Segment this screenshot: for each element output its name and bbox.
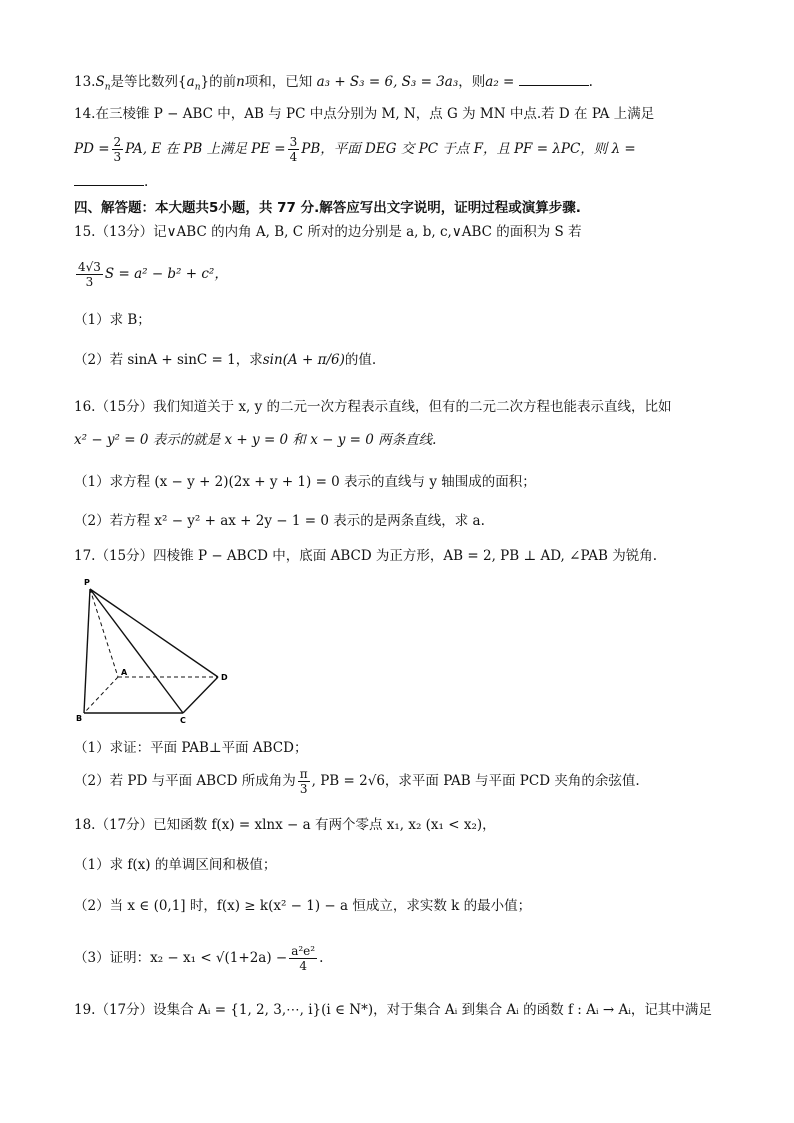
q17-p2-a: （2）若 PD 与平面 ABCD 所成角为 [74,773,296,789]
label-A: A [121,668,128,677]
q13-text-d: 项和，已知 [244,74,313,90]
q18-intro: 18.（17分）已知函数 f(x) = xlnx − a 有两个零点 x₁, x₂ (x₁ < x₂)， [74,817,496,833]
edge-CD [183,677,218,713]
q17-p2-b: , PB = 2√6，求平面 PAB 与平面 PCD 夹角的余弦值. [311,773,640,789]
q15-fraction: $\frac{4√3}{3}$ [78,259,101,289]
label-B: B [76,714,83,723]
pyramid-diagram [70,575,240,725]
q13-number: 13. [74,74,96,90]
q14-pe: PE = [251,141,286,157]
q17-part-1: （1）求证：平面 PAB⊥平面 ABCD； [74,740,308,756]
q16-intro: 16.（15分）我们知道关于 x, y 的二元一次方程表示直线，但有的二元二次方程也能表示直线，比如 [74,399,672,415]
q18-p3-a: （3）证明：x₂ − x₁ < √(1+2a) − [74,950,288,966]
edge-PB [84,589,90,713]
q15-p2-a: （2）若 sinA + sinC = 1，求 [74,352,263,368]
q19-intro: 19.（17分）设集合 Aᵢ = {1, 2, 3,⋯, i}(i ∈ N*)，对于集合 Aᵢ 到集合 Aᵢ 的函数 f : Aᵢ → Aᵢ，记其中满足 [74,1002,712,1018]
q14-answer-blank[interactable] [74,173,144,186]
label-D: D [221,673,228,682]
q13-end: . [588,74,593,90]
q14-line-2 [74,134,724,164]
q14-fraction-2: $\frac{3}{4}$ [289,134,298,164]
q14-line-1: 14.在三棱锥 P − ABC 中，AB 与 PC 中点分别为 M, N，点 G 为 MN 中点.若 D 在 PA 上满足 [74,106,655,122]
q17-fraction: $\frac{\pi}{3}$ [299,766,308,796]
edge-PD [90,589,218,677]
q16-part-2: （2）若方程 x² − y² + ax + 2y − 1 = 0 表示的是两条直线，求 a. [74,513,485,529]
q14-pd: PD = [74,141,110,157]
q15-part-2 [74,350,724,370]
label-P: P [84,578,90,587]
q16-line-2: x² − y² = 0 表示的就是 x + y = 0 和 x − y = 0 两条直线. [74,432,437,448]
q13-sn: $S_n$ [95,74,111,93]
q17-part-2 [74,764,724,798]
edge-AB [84,677,118,713]
q13-text-b: 是等比数列 [110,74,179,90]
q15-p2-c: 的值. [344,352,377,368]
q15-eq-text: S = a² − b² + c²， [104,266,228,282]
q15-p2-b: sin(A + π/6) [262,352,345,368]
q18-part-3 [74,938,724,978]
q18-fraction: $\frac{\text{a²e²}}{4}$ [291,943,316,973]
q18-p3-end: . [319,950,324,966]
edge-PA [90,589,118,677]
q14-line-3 [74,172,724,192]
q15-intro: 15.（13分）记∨ABC 的内角 A, B, C 所对的边分别是 a, b, c,∨ABC 的面积为 S 若 [74,224,582,240]
q17-intro: 17.（15分）四棱锥 P − ABCD 中，底面 ABCD 为正方形，AB = 2, PB ⊥ AD, ∠PAB 为锐角. [74,548,658,564]
q18-part-1: （1）求 f(x) 的单调区间和极值； [74,857,277,873]
q18-part-2: （2）当 x ∈ (0,1] 时，f(x) ≥ k(x² − 1) − a 恒成立，求实数 k 的最小值； [74,898,532,914]
q14-pb: PB，平面 DEG 交 PC 于点 F，且 [301,141,510,157]
q14-pa: PA, E 在 PB 上满足 [125,141,248,157]
q16-part-1: （1）求方程 (x − y + 2)(2x + y + 1) = 0 表示的直线与 y 轴围成的面积； [74,474,536,490]
q13-text-c: 的前 [209,74,237,90]
q13-formula-1: a₃ + S₃ = 6, S₃ = 3a₃ [316,74,459,90]
q14-end: . [144,174,149,190]
q15-equation [74,256,724,292]
q13-formula-2: a₂ = [485,74,515,90]
q13-line: $13.S_n$是等比数列$\{a_n\}$的前n项和，已知 a₃ + S₃ = 6, S₃ = 3a₃，则a₂ = . [74,74,593,93]
q13-answer-blank[interactable] [519,73,589,86]
q14-pf: PF = λPC，则 λ = [513,141,636,157]
q13-text-e: ，则 [458,74,486,90]
q14-fraction-1: $\frac{2}{3}$ [113,134,122,164]
q15-part-1: （1）求 B； [74,312,151,328]
label-C: C [180,716,186,725]
section-4-heading: 四、解答题：本大题共5小题，共 77 分.解答应写出文字说明，证明过程或演算步骤. [74,200,581,216]
edge-PC [90,589,183,713]
